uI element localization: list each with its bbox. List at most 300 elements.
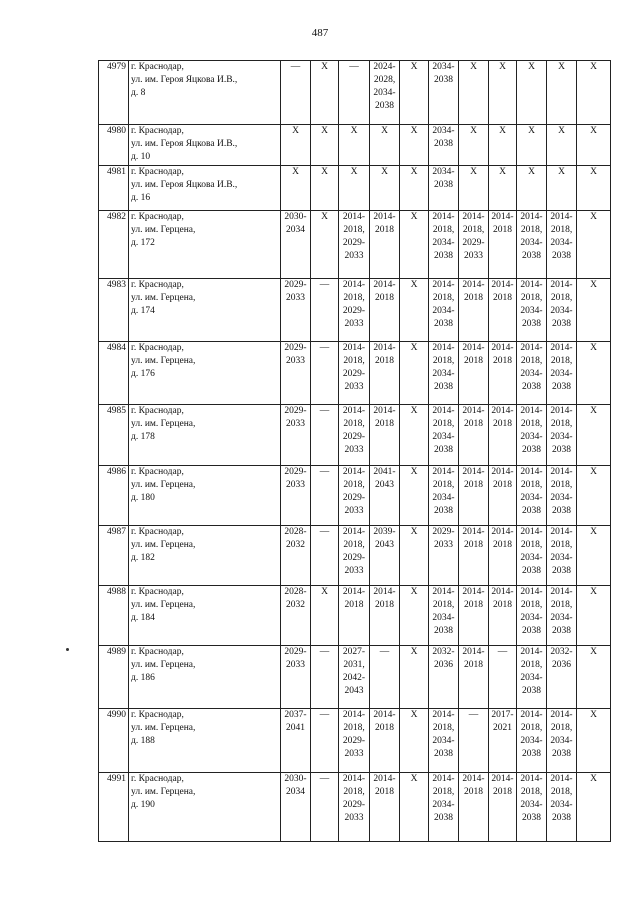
period-text: 2038	[552, 626, 571, 636]
period-text: 2033	[286, 480, 305, 490]
period-text: 2018	[344, 600, 364, 610]
address-cell	[129, 166, 281, 211]
work-period-cell	[489, 646, 517, 709]
period-text: 2018,	[520, 419, 543, 429]
period-text: 2014-	[432, 774, 455, 784]
work-period-cell	[517, 526, 547, 586]
period-text: 2038	[552, 382, 571, 392]
period-text: 2018	[493, 540, 512, 550]
period-text: X	[410, 343, 418, 353]
work-period-cell	[547, 405, 577, 466]
period-text: 2029-	[342, 238, 366, 248]
period-text: 2014-	[520, 280, 543, 290]
period-text: 2034-	[432, 369, 455, 379]
address-line: ул. им. Герцена,	[131, 419, 196, 429]
period-text: 2038	[434, 813, 453, 823]
period-text: —	[290, 62, 301, 72]
period-text: X	[410, 280, 418, 290]
period-text: 2038	[552, 813, 571, 823]
period-text: X	[410, 647, 418, 657]
period-text: X	[350, 167, 358, 177]
work-period-cell	[547, 646, 577, 709]
period-text: —	[319, 406, 330, 416]
work-period-cell	[459, 211, 489, 279]
period-text: 2018,	[432, 293, 455, 303]
period-text: 2018,	[520, 480, 543, 490]
table-row	[99, 709, 611, 773]
address-line: д. 174	[131, 306, 155, 316]
period-text: 2038	[552, 445, 571, 455]
work-period-cell	[577, 405, 611, 466]
period-text: 2018	[493, 225, 512, 235]
table-row	[99, 773, 611, 842]
period-text: 2014-	[342, 467, 366, 477]
period-text: 2014-	[491, 343, 514, 353]
period-text: 2014-	[550, 406, 573, 416]
address-line: ул. им. Герцена,	[131, 480, 196, 490]
work-period-cell	[429, 125, 459, 166]
period-text: X	[558, 167, 565, 177]
period-text: 2038	[522, 319, 541, 329]
period-text: X	[410, 212, 418, 222]
work-period-cell	[489, 773, 517, 842]
work-period-cell	[311, 773, 339, 842]
work-period-cell	[339, 709, 370, 773]
period-text: 2018	[464, 660, 483, 670]
period-text: 2029-	[342, 432, 366, 442]
work-period-cell	[517, 342, 547, 405]
work-period-cell	[311, 405, 339, 466]
period-text: 2034	[286, 225, 305, 235]
period-text: 2014-	[373, 406, 396, 416]
work-period-cell	[339, 586, 370, 646]
period-text: 2018,	[343, 356, 365, 366]
address-cell	[129, 125, 281, 166]
period-text: 2029-	[342, 493, 366, 503]
row-number: 4987	[99, 526, 129, 586]
period-text: 2014-	[373, 774, 396, 784]
period-text: X	[321, 62, 328, 72]
period-text: 2032	[286, 540, 305, 550]
work-period-cell	[577, 466, 611, 526]
work-period-cell	[281, 166, 311, 211]
work-period-cell	[370, 586, 400, 646]
address-line: д. 8	[131, 88, 146, 98]
period-text: X	[321, 212, 328, 222]
period-text: 2014-	[550, 774, 573, 784]
period-text: 2034-	[432, 493, 455, 503]
period-text: 2018,	[550, 540, 573, 550]
period-text: 2018,	[550, 356, 573, 366]
period-text: 2034-	[432, 238, 455, 248]
work-period-cell	[547, 526, 577, 586]
period-text: X	[590, 126, 597, 136]
period-text: 2018	[464, 480, 483, 490]
work-period-cell	[281, 526, 311, 586]
work-period-cell	[517, 125, 547, 166]
period-text: 2033	[344, 445, 364, 455]
work-period-cell	[339, 342, 370, 405]
work-period-cell	[459, 773, 489, 842]
period-text: 2014-	[520, 710, 543, 720]
period-text: —	[319, 527, 330, 537]
page-number: 487	[311, 27, 329, 39]
work-period-cell	[429, 279, 459, 342]
period-text: 2036	[552, 660, 571, 670]
address-line: д. 178	[131, 432, 155, 442]
work-period-cell	[339, 166, 370, 211]
period-text: 2018,	[520, 723, 543, 733]
period-text: 2034-	[520, 736, 543, 746]
period-text: 2038	[522, 506, 541, 516]
period-text: 2014-	[491, 406, 514, 416]
period-text: 2018,	[520, 540, 543, 550]
work-period-cell	[400, 211, 429, 279]
period-text: —	[349, 62, 359, 72]
work-period-cell	[517, 166, 547, 211]
period-text: 2033	[464, 251, 483, 261]
work-period-cell	[517, 646, 547, 709]
period-text: 2018	[464, 540, 483, 550]
table-row	[99, 125, 611, 166]
work-period-cell	[517, 211, 547, 279]
period-text: X	[590, 774, 597, 784]
period-text: X	[321, 167, 328, 177]
work-period-cell	[339, 646, 370, 709]
work-period-cell	[400, 526, 429, 586]
period-text: 2043	[344, 686, 364, 696]
work-period-cell	[281, 773, 311, 842]
address-cell	[129, 526, 281, 586]
work-period-cell	[429, 466, 459, 526]
period-text: 2014-	[342, 527, 366, 537]
period-text: 2018,	[432, 480, 455, 490]
work-period-cell	[311, 526, 339, 586]
period-text: 2014-	[491, 587, 514, 597]
period-text: 2018,	[343, 225, 365, 235]
address-line: г. Краснодар,	[131, 280, 184, 290]
work-period-cell	[517, 586, 547, 646]
work-period-cell	[429, 166, 459, 211]
period-text: X	[590, 527, 597, 537]
address-line: д. 190	[131, 800, 155, 810]
period-text: 2033	[344, 382, 364, 392]
address-line: ул. им. Героя Яцкова И.В.,	[131, 139, 238, 149]
row-number: 4985	[99, 405, 129, 466]
work-period-cell	[370, 526, 400, 586]
work-period-cell	[489, 709, 517, 773]
period-text: 2018,	[520, 293, 543, 303]
period-text: X	[528, 167, 535, 177]
period-text: X	[558, 62, 565, 72]
period-text: 2014-	[550, 467, 573, 477]
work-period-cell	[281, 709, 311, 773]
period-text: 2014-	[491, 774, 514, 784]
period-text: X	[292, 167, 299, 177]
work-period-cell	[400, 405, 429, 466]
work-period-cell	[281, 279, 311, 342]
work-period-cell	[311, 466, 339, 526]
period-text: 2038	[434, 506, 453, 516]
period-text: 2014-	[520, 647, 543, 657]
work-period-cell	[281, 61, 311, 125]
period-text: 2018	[375, 293, 394, 303]
table-row	[99, 646, 611, 709]
work-period-cell	[489, 61, 517, 125]
period-text: 2014-	[491, 467, 514, 477]
period-text: 2038	[522, 686, 541, 696]
work-period-cell	[459, 586, 489, 646]
period-text: 2034-	[520, 369, 543, 379]
period-text: —	[319, 774, 330, 784]
work-period-cell	[489, 586, 517, 646]
period-text: 2037-	[284, 710, 307, 720]
period-text: 2018,	[550, 225, 573, 235]
work-period-cell	[429, 405, 459, 466]
period-text: 2034-	[550, 306, 573, 316]
period-text: 2033	[286, 293, 305, 303]
work-period-cell	[489, 166, 517, 211]
period-text: 2014-	[373, 280, 396, 290]
row-number: 4983	[99, 279, 129, 342]
period-text: 2036	[434, 660, 453, 670]
table-row	[99, 586, 611, 646]
period-text: 2032-	[550, 647, 573, 657]
work-period-cell	[281, 211, 311, 279]
address-line: г. Краснодар,	[131, 126, 184, 136]
work-period-cell	[311, 125, 339, 166]
period-text: 2014-	[520, 587, 543, 597]
work-period-cell	[577, 646, 611, 709]
address-line: ул. им. Герцена,	[131, 225, 196, 235]
period-text: 2018,	[550, 293, 573, 303]
period-text: 2014-	[520, 774, 543, 784]
period-text: 2038	[522, 626, 541, 636]
period-text: 2018,	[432, 787, 455, 797]
address-line: г. Краснодар,	[131, 343, 184, 353]
period-text: 2038	[552, 506, 571, 516]
address-cell	[129, 646, 281, 709]
period-text: X	[470, 167, 477, 177]
work-period-cell	[311, 646, 339, 709]
work-period-cell	[547, 279, 577, 342]
row-number: 4984	[99, 342, 129, 405]
period-text: X	[499, 62, 506, 72]
work-period-cell	[370, 466, 400, 526]
period-text: 2029-	[342, 306, 366, 316]
period-text: 2018	[464, 293, 483, 303]
work-period-cell	[370, 211, 400, 279]
table-row	[99, 405, 611, 466]
period-text: 2018,	[520, 356, 543, 366]
period-text: X	[558, 126, 565, 136]
work-period-cell	[577, 279, 611, 342]
period-text: X	[321, 587, 328, 597]
period-text: 2018	[375, 225, 394, 235]
period-text: 2033	[286, 356, 305, 366]
address-line: г. Краснодар,	[131, 406, 184, 416]
period-text: 2029-	[342, 736, 366, 746]
table-row	[99, 526, 611, 586]
table-row	[99, 342, 611, 405]
period-text: 2038	[552, 566, 571, 576]
period-text: 2034-	[520, 673, 543, 683]
period-text: 2018,	[520, 660, 543, 670]
address-line: г. Краснодар,	[131, 167, 184, 177]
period-text: 2014-	[462, 527, 485, 537]
table-row	[99, 466, 611, 526]
period-text: 2041	[286, 723, 305, 733]
work-period-cell	[577, 125, 611, 166]
period-text: 2038	[522, 813, 541, 823]
work-period-cell	[400, 342, 429, 405]
period-text: 2018	[375, 787, 394, 797]
period-text: 2018,	[343, 293, 365, 303]
table-row	[99, 166, 611, 211]
period-text: 2031,	[343, 660, 365, 670]
period-text: 2014-	[520, 406, 543, 416]
work-period-cell	[489, 279, 517, 342]
work-period-cell	[311, 709, 339, 773]
work-period-cell	[311, 61, 339, 125]
period-text: 2018	[464, 356, 483, 366]
work-period-cell	[459, 279, 489, 342]
work-period-cell	[339, 61, 370, 125]
work-period-cell	[489, 342, 517, 405]
period-text: 2018,	[432, 600, 455, 610]
period-text: X	[590, 647, 597, 657]
period-text: 2018,	[550, 600, 573, 610]
period-text: 2014-	[432, 212, 455, 222]
address-line: г. Краснодар,	[131, 527, 184, 537]
period-text: 2030-	[284, 212, 307, 222]
period-text: 2038	[434, 180, 453, 190]
period-text: 2014-	[462, 774, 485, 784]
work-period-cell	[489, 211, 517, 279]
period-text: 2014-	[462, 467, 485, 477]
work-period-cell	[370, 405, 400, 466]
period-text: 2014-	[550, 280, 573, 290]
period-text: 2034-	[432, 736, 455, 746]
period-text: 2014-	[550, 212, 573, 222]
period-text: 2038	[522, 566, 541, 576]
work-period-cell	[577, 526, 611, 586]
period-text: X	[292, 126, 299, 136]
address-line: ул. им. Герцена,	[131, 356, 196, 366]
period-text: 2034-	[432, 167, 455, 177]
period-text: X	[470, 62, 477, 72]
period-text: 2029-	[342, 553, 366, 563]
period-text: 2014-	[550, 710, 573, 720]
address-line: д. 184	[131, 613, 155, 623]
address-line: ул. им. Героя Яцкова И.В.,	[131, 75, 238, 85]
row-number: 4986	[99, 466, 129, 526]
period-text: 2014-	[462, 280, 485, 290]
work-period-cell	[517, 773, 547, 842]
work-period-cell	[459, 166, 489, 211]
row-number: 4981	[99, 166, 129, 211]
period-text: 2018	[464, 419, 483, 429]
address-line: г. Краснодар,	[131, 774, 184, 784]
period-text: 2038	[434, 445, 453, 455]
period-text: 2029-	[284, 647, 307, 657]
period-text: 2027-	[342, 647, 366, 657]
address-line: ул. им. Героя Яцкова И.В.,	[131, 180, 238, 190]
period-text: X	[590, 62, 597, 72]
period-text: 2038	[552, 319, 571, 329]
work-period-cell	[400, 279, 429, 342]
address-line: ул. им. Герцена,	[131, 723, 196, 733]
period-text: 2014-	[432, 710, 455, 720]
period-text: X	[410, 774, 418, 784]
work-period-cell	[489, 405, 517, 466]
table-row	[99, 279, 611, 342]
period-text: 2014-	[342, 212, 366, 222]
period-text: 2014-	[550, 587, 573, 597]
period-text: 2014-	[373, 212, 396, 222]
work-period-cell	[577, 342, 611, 405]
period-text: 2018,	[550, 723, 573, 733]
period-text: 2018,	[462, 225, 485, 235]
period-text: 2014-	[520, 527, 543, 537]
period-text: 2032-	[432, 647, 455, 657]
address-line: ул. им. Герцена,	[131, 600, 196, 610]
period-text: X	[410, 126, 418, 136]
period-text: 2033	[286, 660, 305, 670]
period-text: 2018,	[520, 225, 543, 235]
work-period-cell	[489, 466, 517, 526]
period-text: 2034-	[550, 613, 573, 623]
period-text: 2034-	[550, 493, 573, 503]
work-period-cell	[370, 709, 400, 773]
period-text: 2018,	[343, 540, 365, 550]
address-line: д. 186	[131, 673, 155, 683]
period-text: 2014-	[342, 710, 366, 720]
period-text: 2033	[344, 813, 364, 823]
work-period-cell	[577, 773, 611, 842]
work-period-cell	[339, 125, 370, 166]
work-period-cell	[311, 586, 339, 646]
period-text: 2032	[286, 600, 305, 610]
period-text: 2014-	[550, 527, 573, 537]
address-line: д. 180	[131, 493, 155, 503]
work-period-cell	[547, 342, 577, 405]
period-text: 2034-	[432, 613, 455, 623]
period-text: X	[410, 527, 418, 537]
work-period-cell	[547, 211, 577, 279]
period-text: X	[590, 280, 597, 290]
work-period-cell	[311, 166, 339, 211]
period-text: 2034-	[520, 238, 543, 248]
period-text: 2014-	[373, 710, 396, 720]
address-line: д. 10	[131, 152, 151, 162]
work-period-cell	[547, 466, 577, 526]
work-period-cell	[459, 709, 489, 773]
period-text: X	[410, 710, 418, 720]
period-text: 2014-	[373, 343, 396, 353]
address-line: ул. им. Герцена,	[131, 787, 196, 797]
period-text: 2028,	[373, 75, 396, 85]
period-text: X	[499, 167, 506, 177]
period-text: 2014-	[520, 343, 543, 353]
work-period-cell	[400, 773, 429, 842]
period-text: 2024-	[373, 62, 396, 72]
period-text: 2018	[375, 600, 394, 610]
period-text: 2029-	[462, 238, 485, 248]
period-text: 2014-	[342, 280, 366, 290]
period-text: X	[410, 467, 418, 477]
work-period-cell	[281, 646, 311, 709]
